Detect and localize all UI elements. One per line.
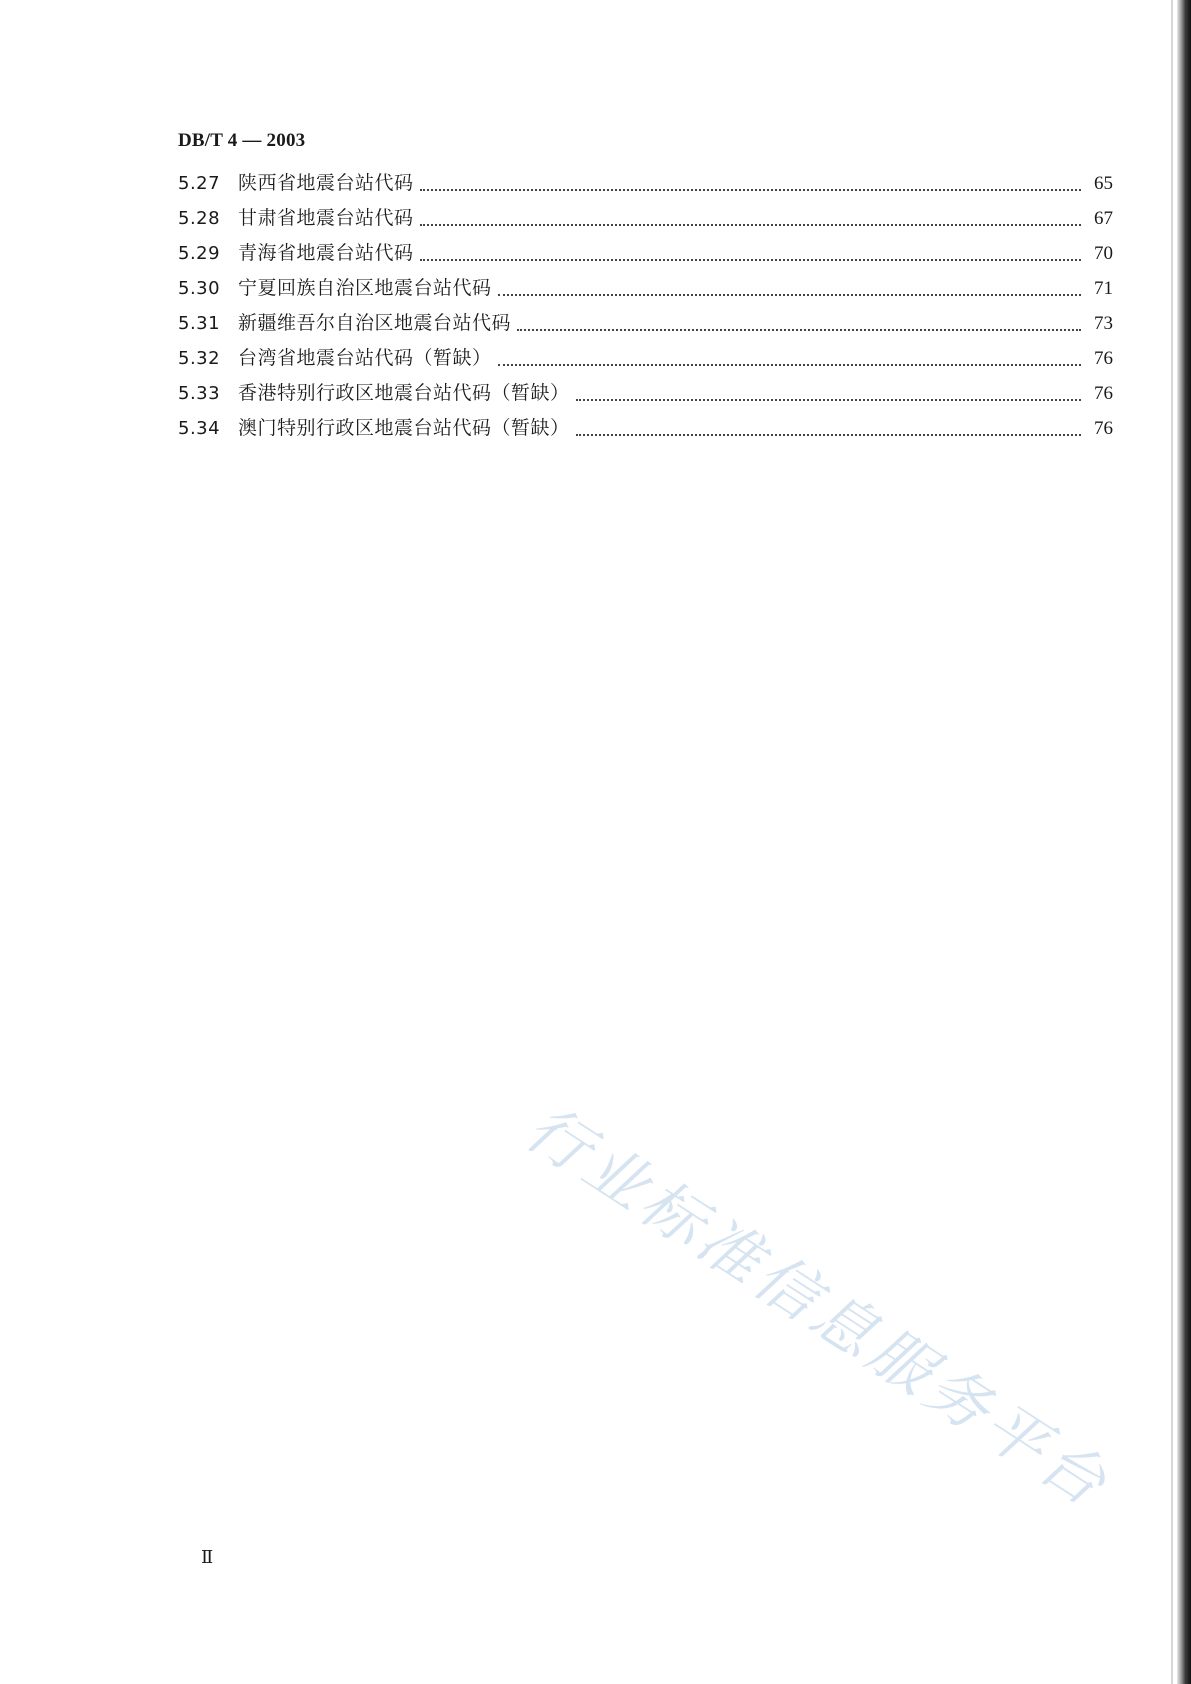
toc-entry (178, 168, 1113, 203)
toc-entry-number: 5.27 (178, 173, 221, 194)
standard-code-header: DB/T 4 — 2003 (178, 130, 306, 151)
toc-leader-dots (420, 212, 1081, 230)
scan-binding-edge (1177, 0, 1191, 1684)
toc-leader-dots (498, 282, 1081, 300)
toc-leader-dots (420, 177, 1081, 195)
toc-entry (178, 378, 1113, 413)
toc-entry-title: 宁夏回族自治区地震台站代码 (238, 277, 492, 299)
toc-entry (178, 203, 1113, 238)
toc-entry-number: 5.33 (178, 383, 221, 404)
page-number: Ⅱ (201, 1547, 214, 1567)
toc-entry-page: 70 (1094, 243, 1113, 264)
toc-entry-title: 新疆维吾尔自治区地震台站代码 (238, 312, 512, 334)
toc-entry-title: 陕西省地震台站代码 (238, 172, 414, 194)
toc-leader-dots (498, 352, 1081, 370)
watermark-text: 行业标准信息服务平台 (513, 1090, 1124, 1523)
table-of-contents (178, 168, 1113, 448)
toc-entry (178, 308, 1113, 343)
toc-entry-title: 青海省地震台站代码 (238, 242, 414, 264)
toc-entry-title: 台湾省地震台站代码（暂缺） (238, 347, 492, 369)
toc-entry-page: 76 (1094, 348, 1113, 369)
toc-leader-dots (576, 387, 1081, 405)
toc-entry-page: 73 (1094, 313, 1113, 334)
toc-entry-page: 65 (1094, 173, 1113, 194)
toc-entry-number: 5.32 (178, 348, 221, 369)
toc-leader-dots (420, 247, 1081, 265)
toc-entry (178, 343, 1113, 378)
toc-entry-title: 甘肃省地震台站代码 (238, 207, 414, 229)
toc-entry-number: 5.34 (178, 418, 221, 439)
toc-entry (178, 238, 1113, 273)
toc-leader-dots (517, 317, 1081, 335)
toc-entry-number: 5.28 (178, 208, 221, 229)
toc-entry (178, 413, 1113, 448)
toc-entry-page: 71 (1094, 278, 1113, 299)
toc-entry-page: 76 (1094, 418, 1113, 439)
toc-entry-title: 香港特别行政区地震台站代码（暂缺） (238, 382, 570, 404)
toc-entry-number: 5.29 (178, 243, 221, 264)
toc-entry-page: 67 (1094, 208, 1113, 229)
binding-shadow-line (1171, 0, 1173, 1684)
toc-entry-number: 5.30 (178, 278, 221, 299)
toc-entry-title: 澳门特别行政区地震台站代码（暂缺） (238, 417, 570, 439)
toc-entry (178, 273, 1113, 308)
toc-entry-number: 5.31 (178, 313, 221, 334)
toc-leader-dots (576, 422, 1081, 440)
toc-entry-page: 76 (1094, 383, 1113, 404)
